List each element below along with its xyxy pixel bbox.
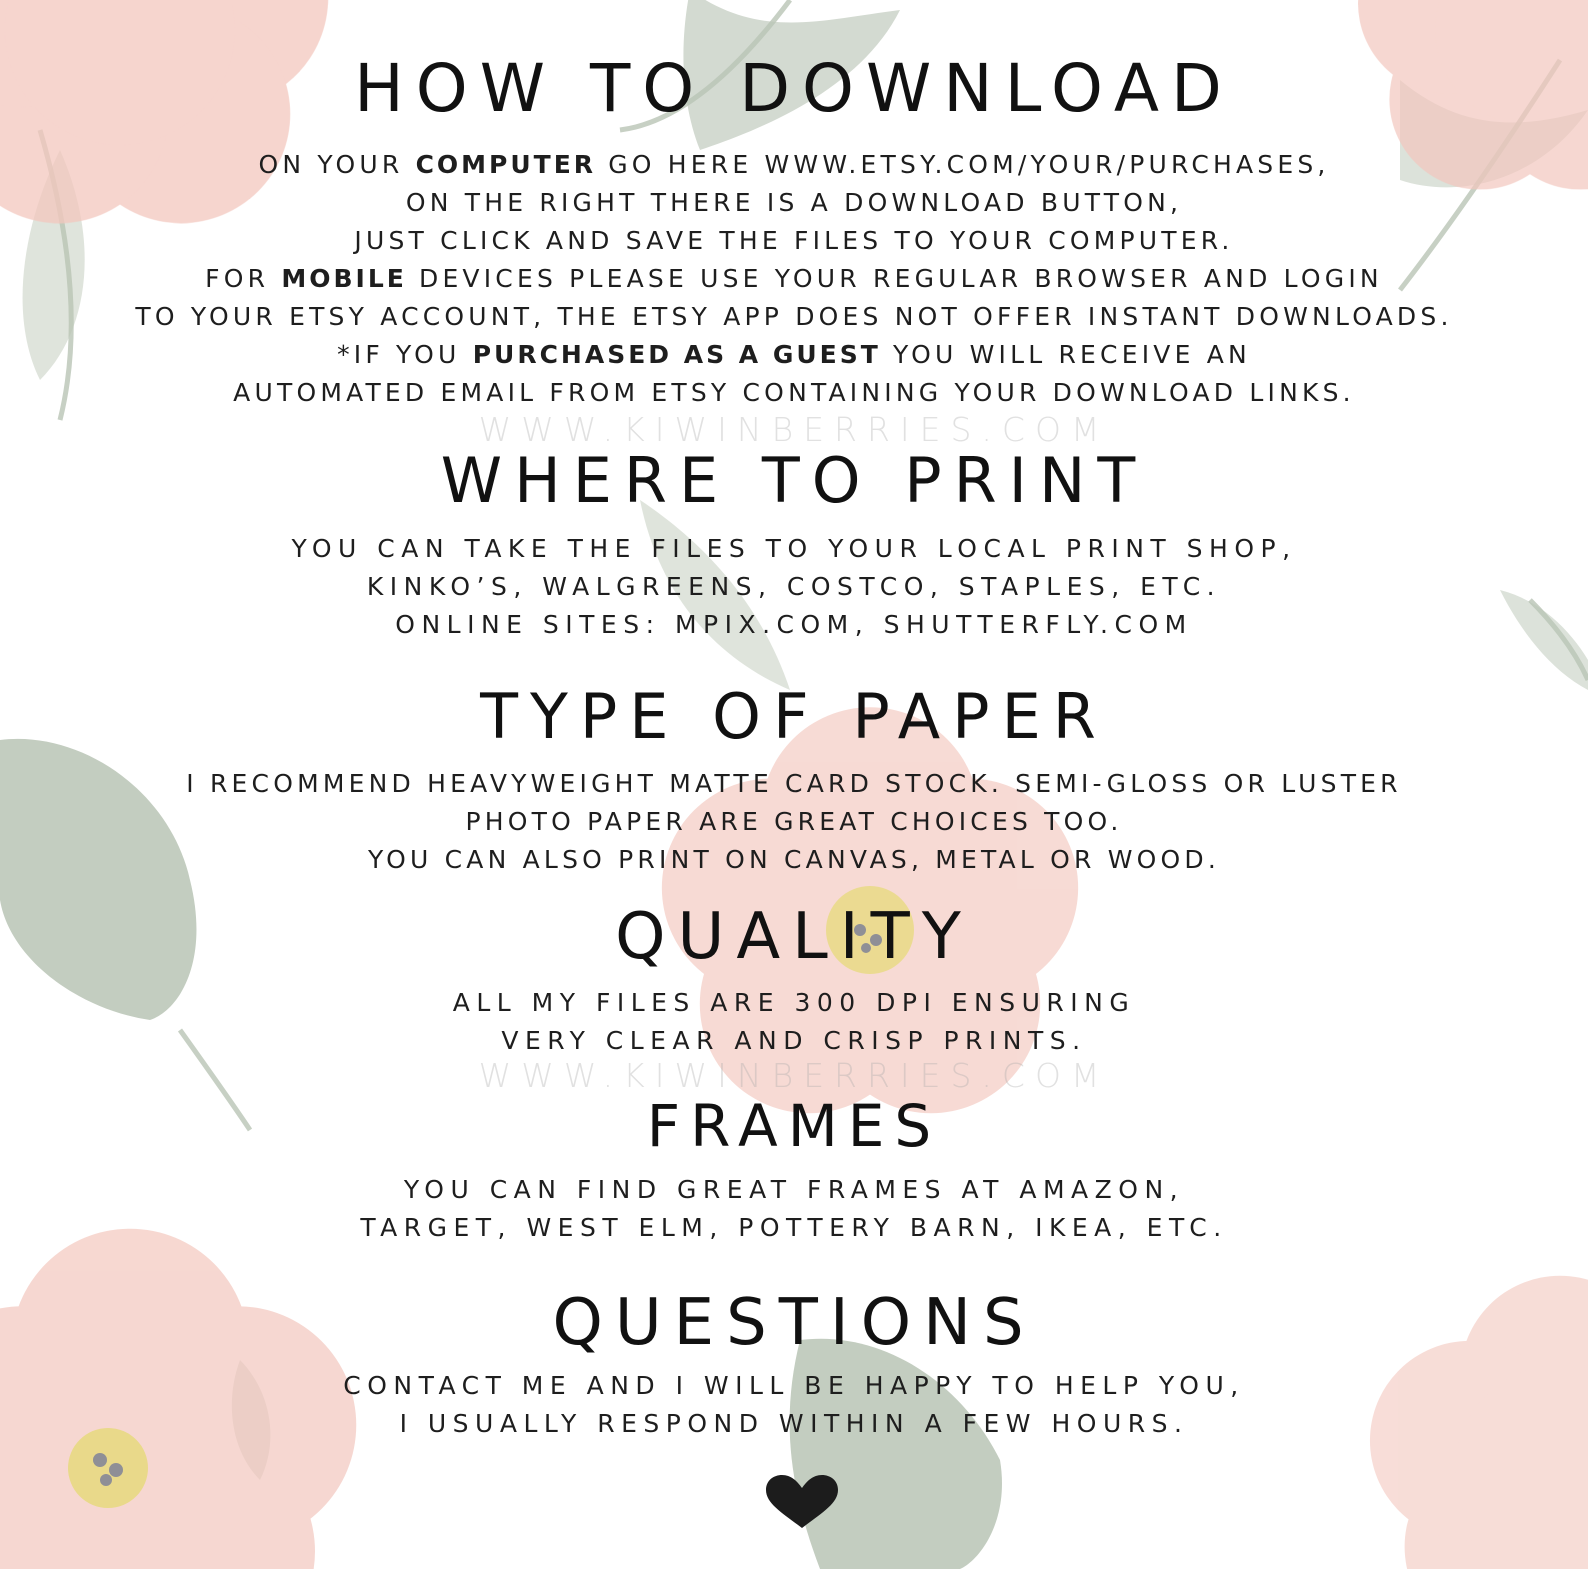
download-line-5: TO YOUR ETSY ACCOUNT, THE ETSY APP DOES NOT OFFER INSTANT DOWNLOADS. xyxy=(135,302,1453,331)
frames-line: TARGET, WEST ELM, POTTERY BARN, IKEA, ETC. xyxy=(360,1213,1228,1242)
heading-quality: QUALITY xyxy=(615,900,973,974)
print-line: YOU CAN TAKE THE FILES TO YOUR LOCAL PRINT SHOP, xyxy=(291,534,1297,563)
heading-type-of-paper: TYPE OF PAPER xyxy=(480,680,1108,753)
questions-line: CONTACT ME AND I WILL BE HAPPY TO HELP YOU, xyxy=(343,1371,1245,1400)
quality-line: ALL MY FILES ARE 300 DPI ENSURING xyxy=(452,988,1136,1017)
questions-instructions xyxy=(0,1367,1588,1443)
download-line-1: ON YOUR COMPUTER GO HERE WWW.ETSY.COM/YOUR/PURCHASES, xyxy=(258,150,1330,179)
heading-how-to-download: HOW TO DOWNLOAD xyxy=(354,50,1234,127)
download-line-7: AUTOMATED EMAIL FROM ETSY CONTAINING YOUR DOWNLOAD LINKS. xyxy=(233,378,1355,407)
quality-line: VERY CLEAR AND CRISP PRINTS. xyxy=(501,1026,1087,1055)
questions-line: I USUALLY RESPOND WITHIN A FEW HOURS. xyxy=(399,1409,1189,1438)
download-line-2: ON THE RIGHT THERE IS A DOWNLOAD BUTTON, xyxy=(405,188,1183,217)
frames-instructions xyxy=(0,1171,1588,1247)
heading-questions: QUESTIONS xyxy=(552,1286,1036,1360)
download-line-4: FOR MOBILE DEVICES PLEASE USE YOUR REGULAR BROWSER AND LOGIN xyxy=(205,264,1383,293)
paper-line: PHOTO PAPER ARE GREAT CHOICES TOO. xyxy=(465,807,1123,836)
download-line-3: JUST CLICK AND SAVE THE FILES TO YOUR COMPUTER. xyxy=(354,226,1234,255)
paper-line: I RECOMMEND HEAVYWEIGHT MATTE CARD STOCK. SEMI-GLOSS OR LUSTER xyxy=(186,769,1402,798)
paper-line: YOU CAN ALSO PRINT ON CANVAS, METAL OR WOOD. xyxy=(368,845,1220,874)
print-line: KINKO’S, WALGREENS, COSTCO, STAPLES, ETC. xyxy=(366,572,1222,601)
print-instructions xyxy=(0,530,1588,644)
download-line-6: *IF YOU PURCHASED AS A GUEST YOU WILL RECEIVE AN xyxy=(337,340,1251,369)
heading-where-to-print: WHERE TO PRINT xyxy=(440,444,1148,517)
frames-line: YOU CAN FIND GREAT FRAMES AT AMAZON, xyxy=(403,1175,1185,1204)
heading-frames: FRAMES xyxy=(646,1092,942,1160)
download-instructions xyxy=(0,146,1588,412)
watermark-bottom: WWW.KIWINBERRIES.COM xyxy=(478,1056,1110,1095)
watermark-top: WWW.KIWINBERRIES.COM xyxy=(478,410,1110,449)
print-line: ONLINE SITES: MPIX.COM, SHUTTERFLY.COM xyxy=(395,610,1193,639)
heart-icon xyxy=(764,1474,840,1530)
paper-instructions xyxy=(0,765,1588,879)
quality-instructions xyxy=(0,984,1588,1060)
